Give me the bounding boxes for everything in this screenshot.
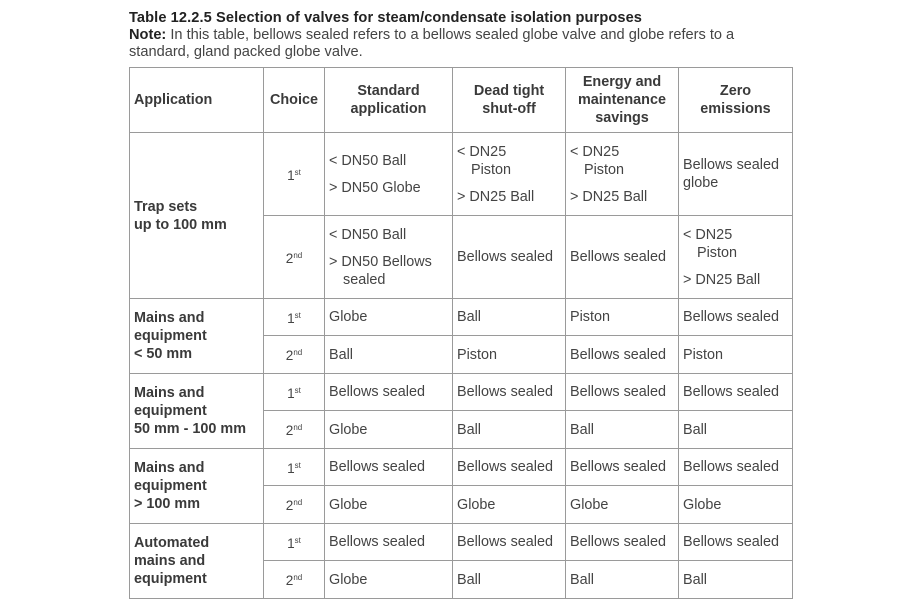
standard-cell: < DN50 Ball > DN50 Globe xyxy=(325,133,453,216)
choice-cell: 2nd xyxy=(264,486,325,524)
application-cell: Trap sets up to 100 mm xyxy=(130,133,264,299)
zero-emissions-cell: Globe xyxy=(679,486,793,524)
standard-cell: Bellows sealed xyxy=(325,449,453,486)
energy-cell: Piston xyxy=(566,299,679,336)
dead-tight-cell: Ball xyxy=(453,411,566,449)
energy-cell: Ball xyxy=(566,561,679,599)
energy-cell: < DN25 Piston > DN25 Ball xyxy=(566,133,679,216)
dead-tight-cell: Bellows sealed xyxy=(453,449,566,486)
zero-emissions-cell: Bellows sealed xyxy=(679,449,793,486)
standard-cell: Globe xyxy=(325,486,453,524)
dead-tight-cell: Bellows sealed xyxy=(453,524,566,561)
dead-tight-cell: Globe xyxy=(453,486,566,524)
valve-selection-table xyxy=(129,67,793,599)
standard-cell: Globe xyxy=(325,411,453,449)
choice-cell: 1st xyxy=(264,133,325,216)
zero-emissions-cell: Piston xyxy=(679,336,793,374)
table-row xyxy=(130,299,793,336)
choice-cell: 2nd xyxy=(264,561,325,599)
dead-tight-cell: Ball xyxy=(453,299,566,336)
application-cell: Automated mains and equipment xyxy=(130,524,264,599)
zero-emissions-cell: Bellows sealed globe xyxy=(679,133,793,216)
dead-tight-cell: Ball xyxy=(453,561,566,599)
choice-cell: 2nd xyxy=(264,336,325,374)
table-title: Table 12.2.5 Selection of valves for steam/condensate isolation purposes xyxy=(129,10,643,26)
energy-cell: Bellows sealed xyxy=(566,336,679,374)
choice-cell: 2nd xyxy=(264,216,325,299)
table-caption xyxy=(129,9,794,61)
zero-emissions-cell: Bellows sealed xyxy=(679,299,793,336)
choice-cell: 1st xyxy=(264,374,325,411)
energy-cell: Bellows sealed xyxy=(566,216,679,299)
dead-tight-cell: Piston xyxy=(453,336,566,374)
standard-cell: Globe xyxy=(325,561,453,599)
header-row xyxy=(130,68,793,133)
table-row xyxy=(130,449,793,486)
note-text: In this table, bellows sealed refers to a bellows sealed globe valve and globe refers to a standard, gland packed globe valve. xyxy=(129,27,735,60)
choice-cell: 1st xyxy=(264,299,325,336)
standard-cell: Bellows sealed xyxy=(325,524,453,561)
energy-cell: Globe xyxy=(566,486,679,524)
energy-cell: Ball xyxy=(566,411,679,449)
note-label: Note: xyxy=(129,27,167,43)
header-zero-emissions: Zero emissions xyxy=(679,68,793,133)
choice-cell: 1st xyxy=(264,524,325,561)
table-note xyxy=(129,27,794,61)
dead-tight-cell: < DN25 Piston > DN25 Ball xyxy=(453,133,566,216)
application-cell: Mains and equipment > 100 mm xyxy=(130,449,264,524)
application-cell: Mains and equipment 50 mm - 100 mm xyxy=(130,374,264,449)
energy-cell: Bellows sealed xyxy=(566,374,679,411)
zero-emissions-cell: Ball xyxy=(679,561,793,599)
header-dead-tight-shut-off: Dead tight shut-off xyxy=(453,68,566,133)
dead-tight-cell: Bellows sealed xyxy=(453,374,566,411)
zero-emissions-cell: < DN25 Piston > DN25 Ball xyxy=(679,216,793,299)
standard-cell: Ball xyxy=(325,336,453,374)
zero-emissions-cell: Bellows sealed xyxy=(679,374,793,411)
energy-cell: Bellows sealed xyxy=(566,524,679,561)
standard-cell: Globe xyxy=(325,299,453,336)
standard-cell: < DN50 Ball > DN50 Bellows sealed xyxy=(325,216,453,299)
application-cell: Mains and equipment < 50 mm xyxy=(130,299,264,374)
choice-cell: 2nd xyxy=(264,411,325,449)
header-application: Application xyxy=(130,68,264,133)
header-standard-application: Standard application xyxy=(325,68,453,133)
table-row xyxy=(130,374,793,411)
energy-cell: Bellows sealed xyxy=(566,449,679,486)
header-choice: Choice xyxy=(264,68,325,133)
table-row xyxy=(130,524,793,561)
zero-emissions-cell: Ball xyxy=(679,411,793,449)
table-row xyxy=(130,133,793,216)
dead-tight-cell: Bellows sealed xyxy=(453,216,566,299)
header-energy-maintenance-savings: Energy and maintenance savings xyxy=(566,68,679,133)
standard-cell: Bellows sealed xyxy=(325,374,453,411)
choice-cell: 1st xyxy=(264,449,325,486)
zero-emissions-cell: Bellows sealed xyxy=(679,524,793,561)
